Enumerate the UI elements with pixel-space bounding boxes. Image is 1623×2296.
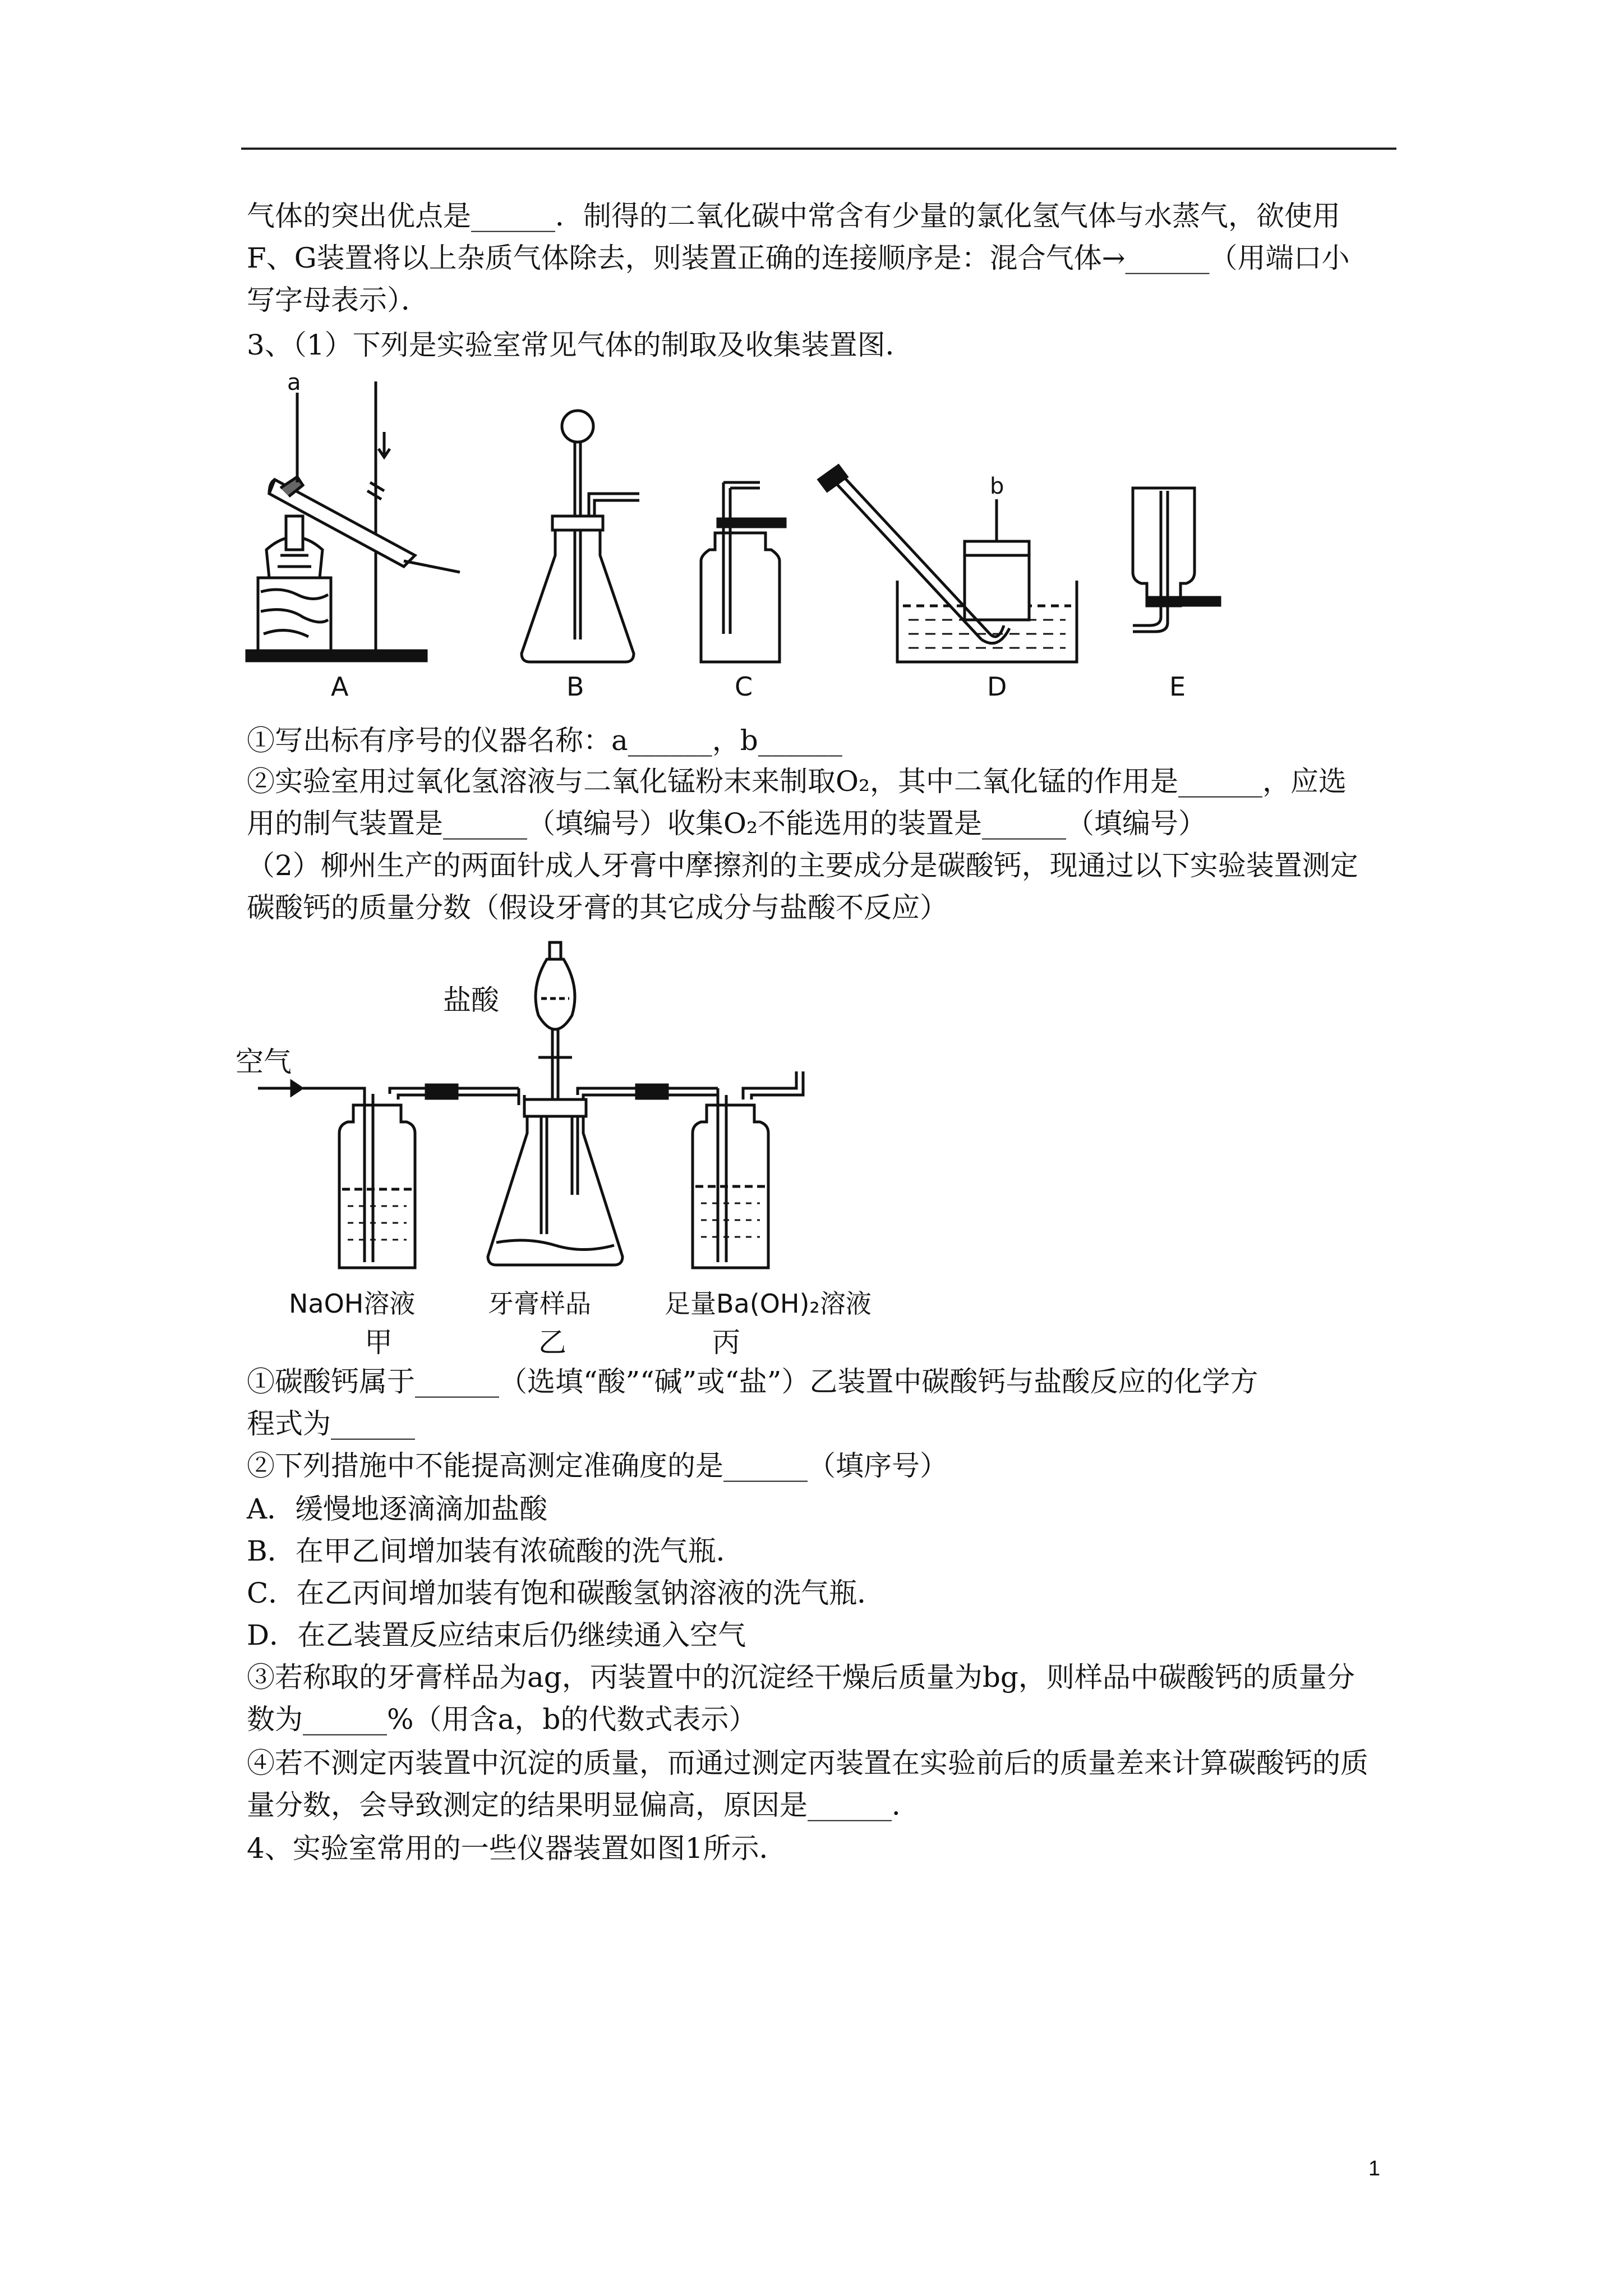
- label-e: E: [1169, 671, 1186, 702]
- name-bing: 丙: [712, 1326, 740, 1358]
- apparatus-figure-2: [236, 931, 965, 1358]
- text-line: ①写出标有序号的仪器名称：a______，b______: [247, 724, 842, 757]
- marker-b: b: [990, 473, 1004, 499]
- question-4-heading: 4、实验室常用的一些仪器装置如图1所示．: [247, 1832, 787, 1865]
- text-line: （2）柳州生产的两面针成人牙膏中摩擦剂的主要成分是碳酸钙，现通过以下实验装置测定: [247, 849, 1358, 882]
- label-b: B: [566, 671, 584, 702]
- acid-label: 盐酸: [443, 984, 499, 1016]
- page-number: 1: [1368, 2157, 1381, 2180]
- apparatus-figure-1: [236, 370, 1245, 718]
- label-d: D: [987, 671, 1007, 702]
- baoh2-label: 足量Ba(OH)₂溶液: [665, 1289, 872, 1319]
- text-line: 碳酸钙的质量分数（假设牙膏的其它成分与盐酸不反应）: [247, 891, 948, 924]
- header-rule: [241, 148, 1396, 150]
- text-line: 气体的突出优点是______．制得的二氧化碳中常含有少量的氯化氢气体与水蒸气，欲使用: [247, 200, 1340, 232]
- text-line: 用的制气装置是______（填编号）收集O₂不能选用的装置是______（填编号）: [247, 807, 1207, 840]
- text-line: F、G装置将以上杂质气体除去，则装置正确的连接顺序是：混合气体→______（用端口小: [247, 242, 1350, 274]
- text-line: ④若不测定丙装置中沉淀的质量，而通过测定丙装置在实验前后的质量差来计算碳酸钙的质: [247, 1747, 1368, 1779]
- text-line: ①碳酸钙属于______（选填“酸”“碱”或“盐”）乙装置中碳酸钙与盐酸反应的化学方: [247, 1365, 1258, 1398]
- label-c: C: [735, 671, 753, 702]
- air-label: 空气: [236, 1046, 292, 1078]
- sample-label: 牙膏样品: [488, 1289, 591, 1319]
- marker-a: a: [287, 370, 301, 395]
- option-c: C．在乙丙间增加装有饱和碳酸氢钠溶液的洗气瓶．: [247, 1577, 886, 1609]
- question-3-heading: 3、（1）下列是实验室常见气体的制取及收集装置图．: [247, 329, 914, 361]
- option-b: B．在甲乙间增加装有浓硫酸的洗气瓶．: [247, 1535, 744, 1567]
- label-a: A: [331, 671, 349, 702]
- text-line: ②实验室用过氧化氢溶液与二氧化锰粉末来制取O₂，其中二氧化锰的作用是______，应选: [247, 765, 1347, 798]
- text-line: 量分数，会导致测定的结果明显偏高，原因是______．: [247, 1789, 920, 1821]
- text-line: 数为______%（用含a，b的代数式表示）: [247, 1703, 757, 1736]
- text-line: ③若称取的牙膏样品为ag，丙装置中的沉淀经干燥后质量为bg，则样品中碳酸钙的质量分: [247, 1661, 1355, 1694]
- name-jia: 甲: [365, 1326, 393, 1358]
- text-line: ②下列措施中不能提高测定准确度的是______（填序号）: [247, 1450, 948, 1482]
- text-line: 写字母表示）．: [247, 284, 429, 316]
- option-d: D．在乙装置反应结束后仍继续通入空气: [247, 1619, 746, 1651]
- name-yi: 乙: [538, 1326, 566, 1358]
- option-a: A．缓慢地逐滴滴加盐酸: [247, 1493, 548, 1525]
- text-line: 程式为______: [247, 1407, 415, 1440]
- naoh-label: NaOH溶液: [289, 1289, 416, 1319]
